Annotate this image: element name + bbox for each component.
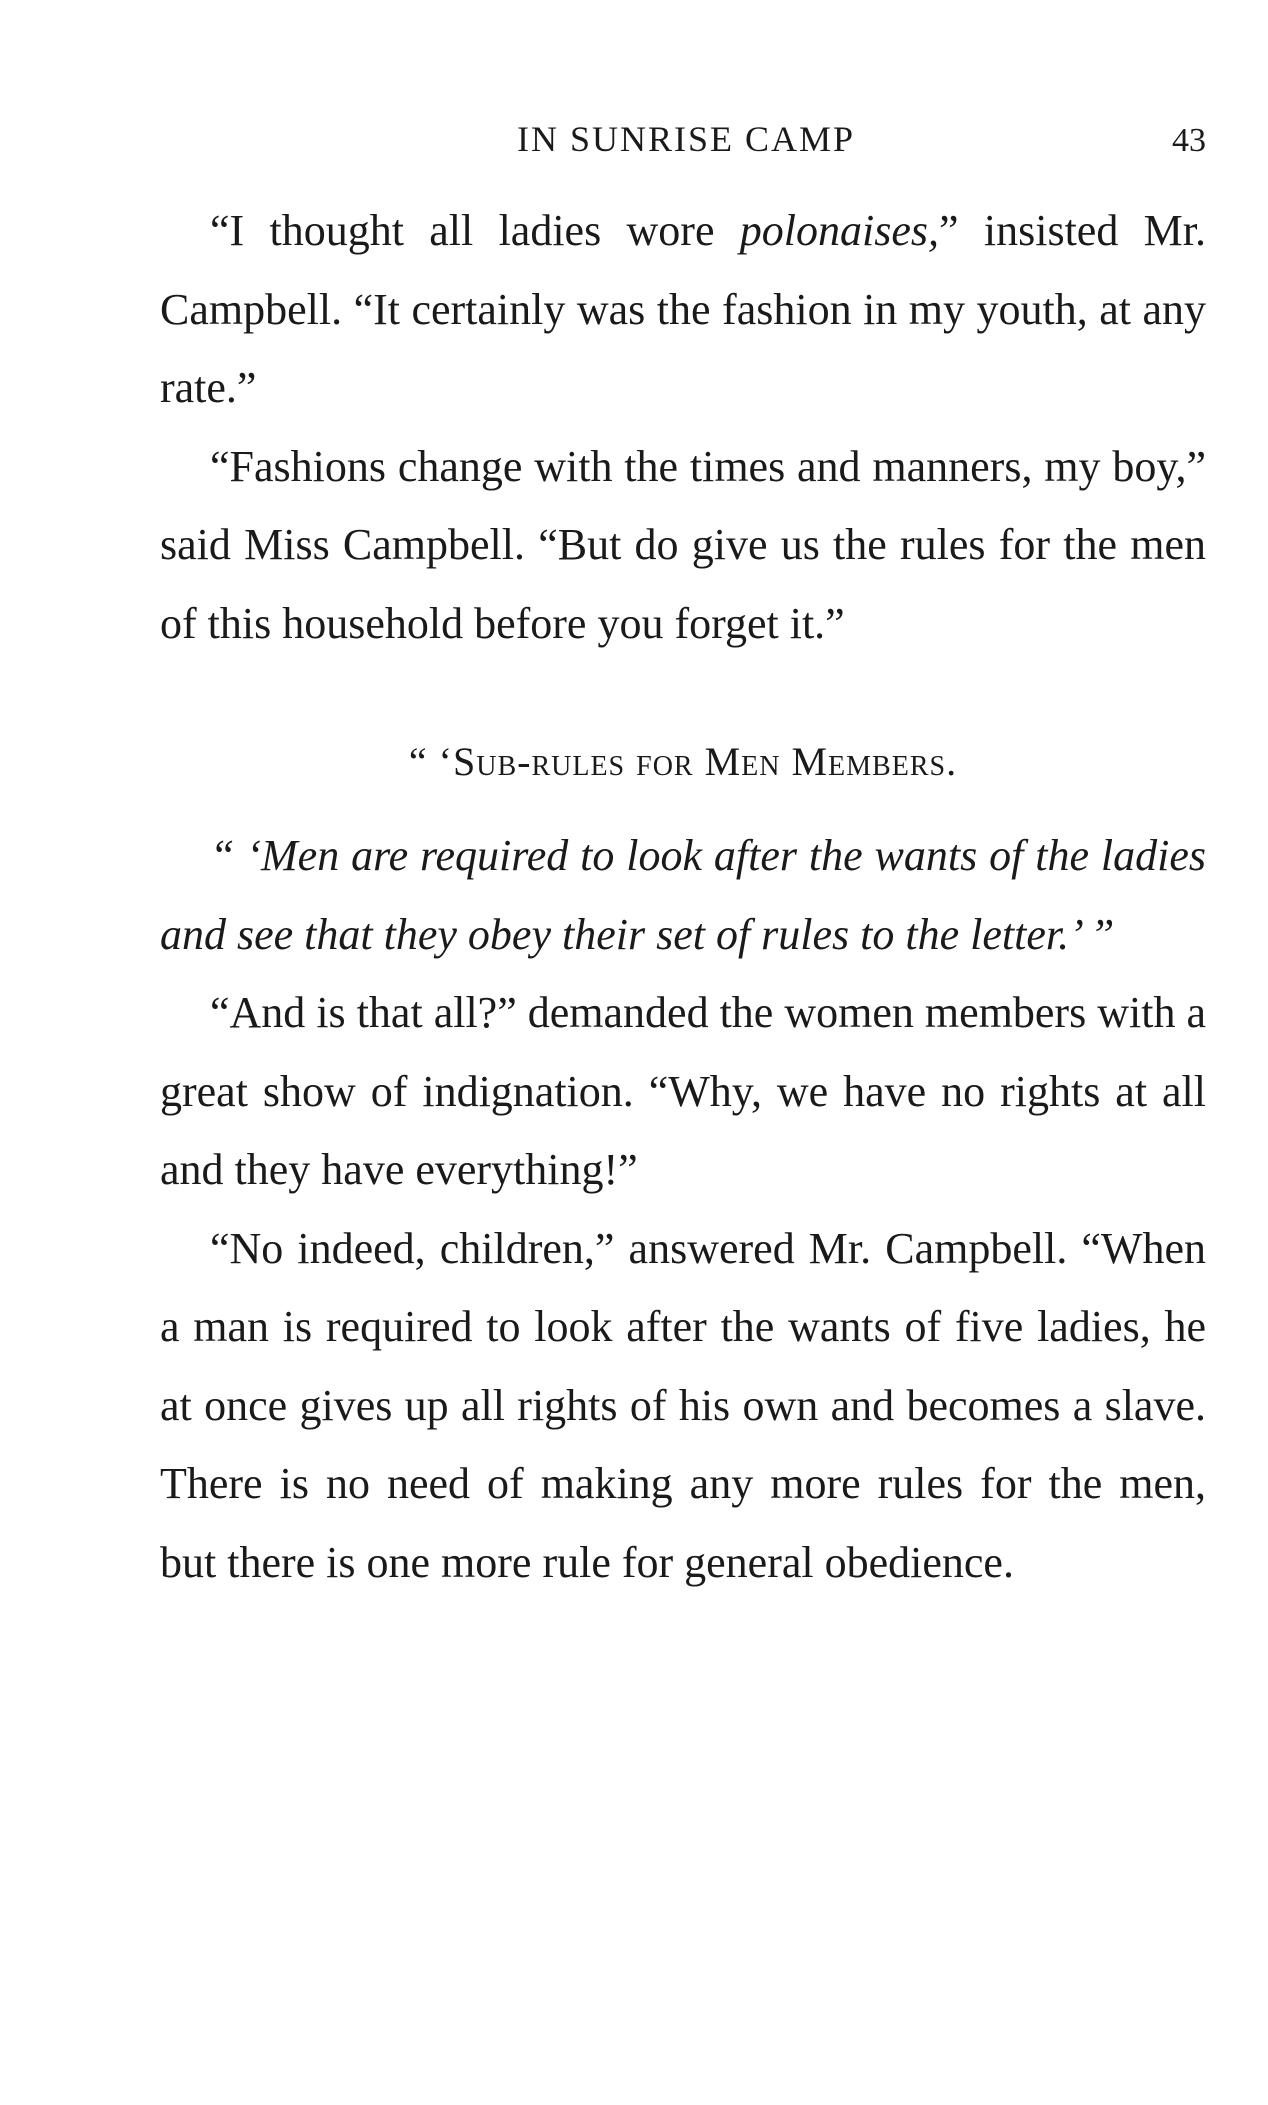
running-title: IN SUNRISE CAMP [516,119,856,159]
paragraph-1-emphasis: polonaises, [739,206,940,255]
paragraph-1 [160,192,1206,428]
paragraph-1-after: ” insisted Mr. Campbell. “It certainly was the fashion in my youth, at any rate.” [160,206,1206,412]
paragraph-4: “No indeed, children,” answered Mr. Campbell. “When a man is required to look after the wants of five ladies, he at once gives up all rights of his own and becomes a slave. There is no need of making any more rules for the men, but there is one more rule for general obedience. [160,1223,1206,1587]
page-number: 43 [1172,122,1206,159]
section-heading: “ ‘Sub-rules for Men Members. [408,739,958,784]
paragraph-2: “Fashions change with the times and manners, my boy,” said Miss Campbell. “But do give us the rules for the men of this household before you forget it.” [160,441,1206,648]
paragraph-1-before: “I thought all ladies wore [210,206,740,255]
book-page [160,118,1206,1602]
rule-text: “ ‘Men are required to look after the wants of the ladies and see that they obey their set of rules to the letter.’ ” [160,831,1206,959]
paragraph-3: “And is that all?” demanded the women members with a great show of indignation. “Why, we have no rights at all and they have everything!” [160,988,1206,1194]
running-head [160,118,1206,178]
